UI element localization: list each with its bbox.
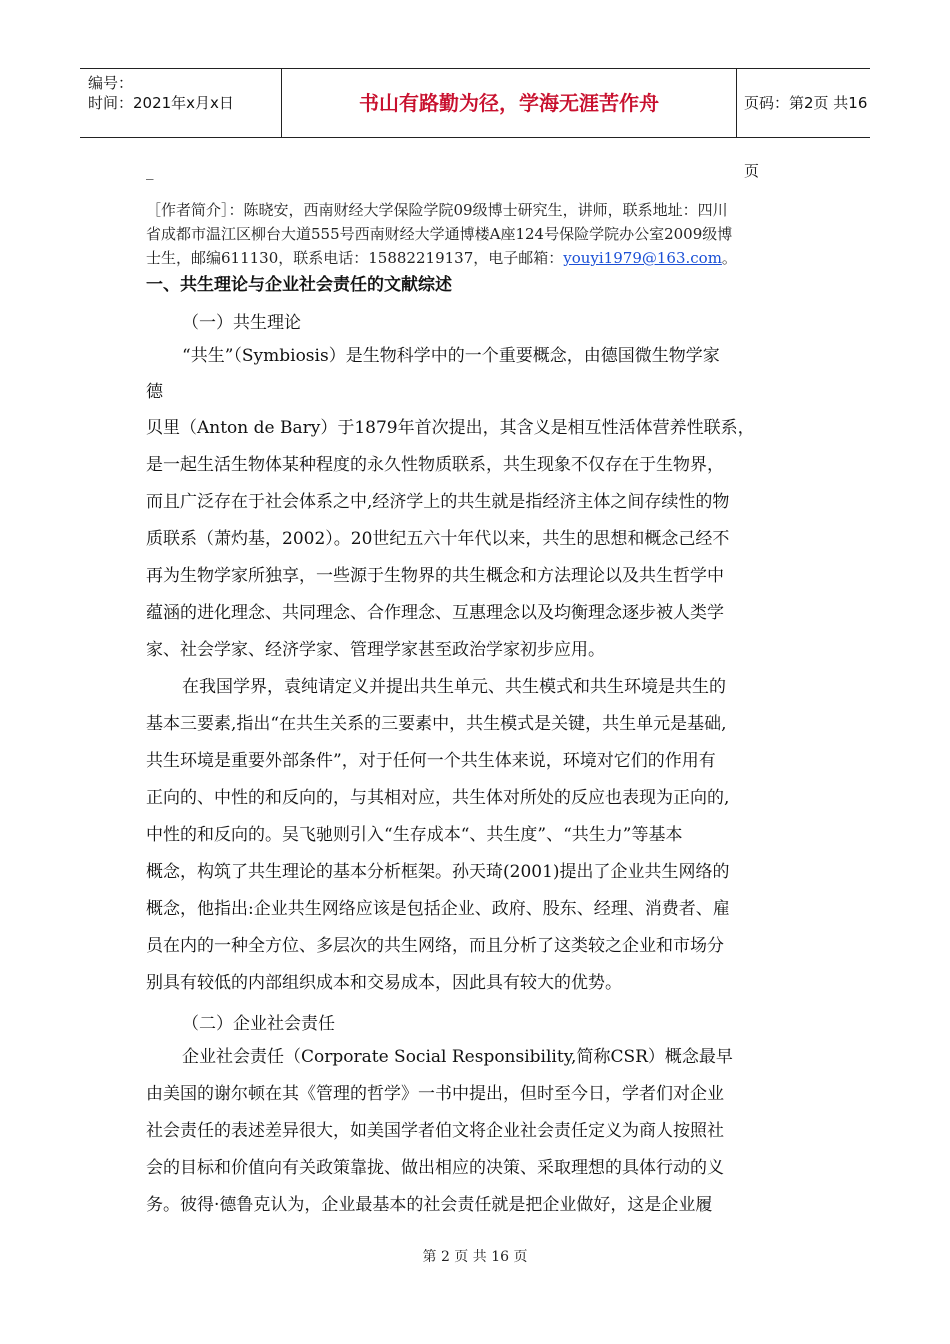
author-note-end: 。: [721, 249, 737, 267]
subsection-heading: （一）共生理论: [182, 313, 301, 333]
stray-dash: _: [146, 162, 154, 180]
page-code: 页码：第2页 共16页: [744, 94, 868, 180]
paragraph-line: 蕴涵的进化理念、共同理念、合作理念、互惠理念以及均衡理念逐步被人类学: [146, 603, 724, 623]
paragraph-line: 由美国的谢尔顿在其《管理的哲学》一书中提出，但时至今日，学者们对企业: [146, 1084, 724, 1104]
paragraph-line: 贝里（Anton de Bary）于1879年首次提出，其含义是相互性活体营养性联系，: [146, 418, 755, 438]
paragraph-line: 务。彼得·德鲁克认为，企业最基本的社会责任就是把企业做好，这是企业履: [146, 1195, 713, 1215]
paragraph-line: “共生”（Symbiosis）是生物科学中的一个重要概念，由德国微生物学家: [182, 346, 720, 366]
paragraph-line: 概念，他指出:企业共生网络应该是包括企业、政府、股东、经理、消费者、雇: [146, 899, 730, 919]
subsection-heading: （二）企业社会责任: [182, 1014, 335, 1034]
header-meta-cell: [80, 69, 280, 137]
paragraph-line: 概念，构筑了共生理论的基本分析框架。孙天琦(2001)提出了企业共生网络的: [146, 862, 730, 882]
paragraph-line: 别具有较低的内部组织成本和交易成本，因此具有较大的优势。: [146, 973, 622, 993]
paragraph-line: 社会责任的表述差异很大，如美国学者伯文将企业社会责任定义为商人按照社: [146, 1121, 724, 1141]
section-heading: 一、共生理论与企业社会责任的文献综述: [146, 275, 452, 295]
time-label: 时间：2021年x月x日: [88, 94, 234, 112]
header-divider: [736, 69, 737, 137]
paragraph-line: 会的目标和价值向有关政策靠拢、做出相应的决策、采取理想的具体行动的义: [146, 1158, 724, 1178]
paragraph-line: 基本三要素,指出“在共生关系的三要素中，共生模式是关键，共生单元是基础,: [146, 714, 727, 734]
paragraph-line: 企业社会责任（Corporate Social Responsibility,简称CSR）概念最早: [182, 1047, 733, 1067]
paragraph-line: 正向的、中性的和反向的，与其相对应，共生体对所处的反应也表现为正向的,: [146, 788, 730, 808]
paragraph-line: 而且广泛存在于社会体系之中,经济学上的共生就是指经济主体之间存续性的物: [146, 492, 730, 512]
author-note-text: 士生，邮编611130，联系电话：15882219137，电子邮箱：: [146, 249, 564, 267]
author-note-line: 省成都市温江区柳台大道555号西南财经大学通博楼A座124号保险学院办公室2009级博: [146, 225, 733, 243]
paragraph-line: 共生环境是重要外部条件”，对于任何一个共生体来说，环境对它们的作用有: [146, 751, 716, 771]
paragraph-line: 家、社会学家、经济学家、管理学家甚至政治学家初步应用。: [146, 640, 605, 660]
author-note-line: ［作者简介］：陈晓安，西南财经大学保险学院09级博士研究生，讲师，联系地址：四川: [146, 201, 728, 219]
paragraph-line: 德: [146, 382, 163, 402]
document-header-table: [80, 68, 870, 180]
header-motto: 书山有路勤为径，学海无涯苦作舟: [359, 91, 659, 115]
author-email-link[interactable]: youyi1979@163.com: [563, 249, 722, 267]
paragraph-line: 员在内的一种全方位、多层次的共生网络，而且分析了这类较之企业和市场分: [146, 936, 724, 956]
paragraph-line: 是一起生活生物体某种程度的永久性物质联系，共生现象不仅存在于生物界，: [146, 455, 724, 475]
serial-label: 编号：: [88, 74, 134, 92]
paragraph-line: 再为生物学家所独享，一些源于生物界的共生概念和方法理论以及共生哲学中: [146, 566, 724, 586]
paragraph-line: 在我国学界，袁纯请定义并提出共生单元、共生模式和共生环境是共生的: [182, 677, 726, 697]
author-note-line: [146, 246, 806, 270]
paragraph-line: 质联系（萧灼基，2002）。20世纪五六十年代以来，共生的思想和概念己经不: [146, 529, 730, 549]
paragraph-line: 中性的和反向的。吴飞驰则引入“生存成本“、共生度”、“共生力”等基本: [146, 825, 683, 845]
page-footer: 第 2 页 共 16 页: [422, 1249, 528, 1265]
